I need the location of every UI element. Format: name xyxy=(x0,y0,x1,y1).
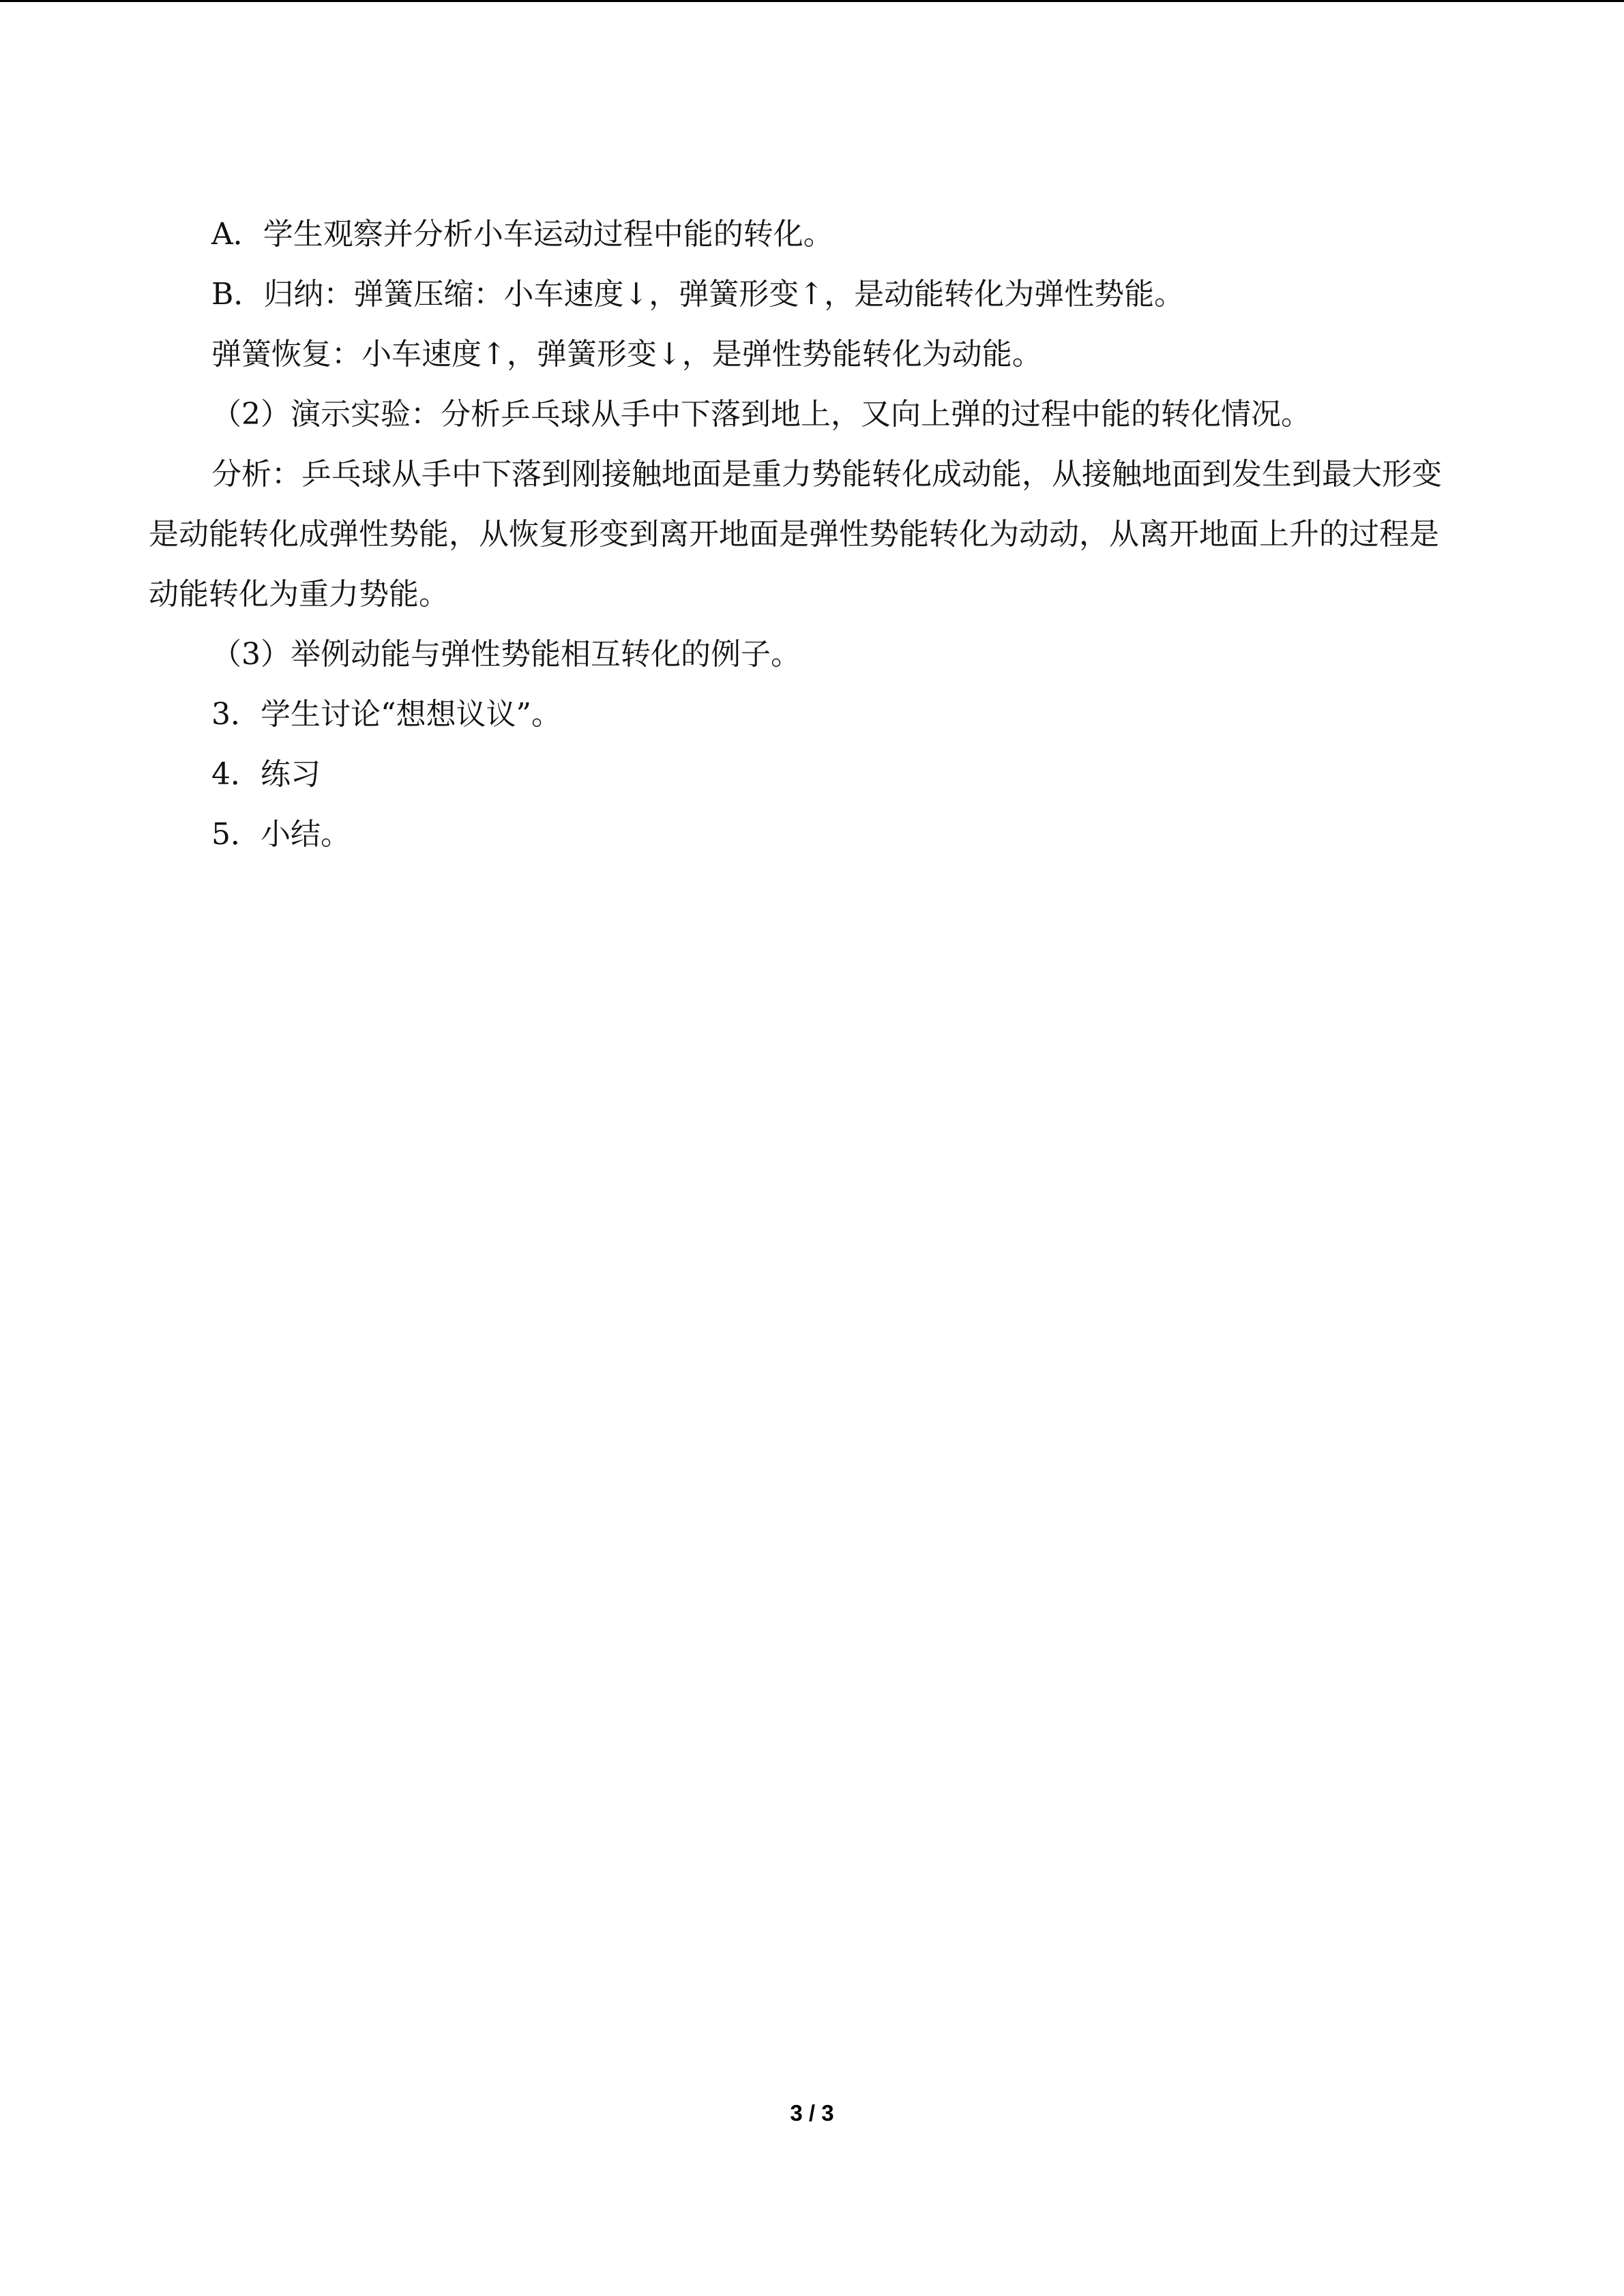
paragraph-b: B．归纳：弹簧压缩：小车速度↓，弹簧形变↑，是动能转化为弹性势能。 xyxy=(211,277,1185,312)
document-body xyxy=(149,205,1458,865)
page-number: 3 / 3 xyxy=(790,2100,834,2126)
paragraph-a: A．学生观察并分析小车运动过程中能的转化。 xyxy=(211,217,833,252)
paragraph-practice: 4．练习 xyxy=(211,757,321,792)
paragraph-spring-recovery: 弹簧恢复：小车速度↑，弹簧形变↓，是弹性势能转化为动能。 xyxy=(211,337,1042,372)
top-border-line xyxy=(0,0,1624,2)
paragraph-demo-experiment: （2）演示实验：分析乒乓球从手中下落到地上，又向上弹的过程中能的转化情况。 xyxy=(211,397,1311,432)
paragraph-examples: （3）举例动能与弹性势能相互转化的例子。 xyxy=(211,637,801,672)
paragraph-discussion: 3．学生讨论“想想议议”。 xyxy=(211,697,561,732)
paragraph-analysis: 分析：乒乓球从手中下落到刚接触地面是重力势能转化成动能，从接触地面到发生到最大形变是动能转化成弹性势能，从恢复形变到离开地面是弹性势能转化为动动，从离开地面上升的过程是动能转化为重力势能。 xyxy=(149,457,1442,612)
paragraph-summary: 5．小结。 xyxy=(211,817,351,852)
